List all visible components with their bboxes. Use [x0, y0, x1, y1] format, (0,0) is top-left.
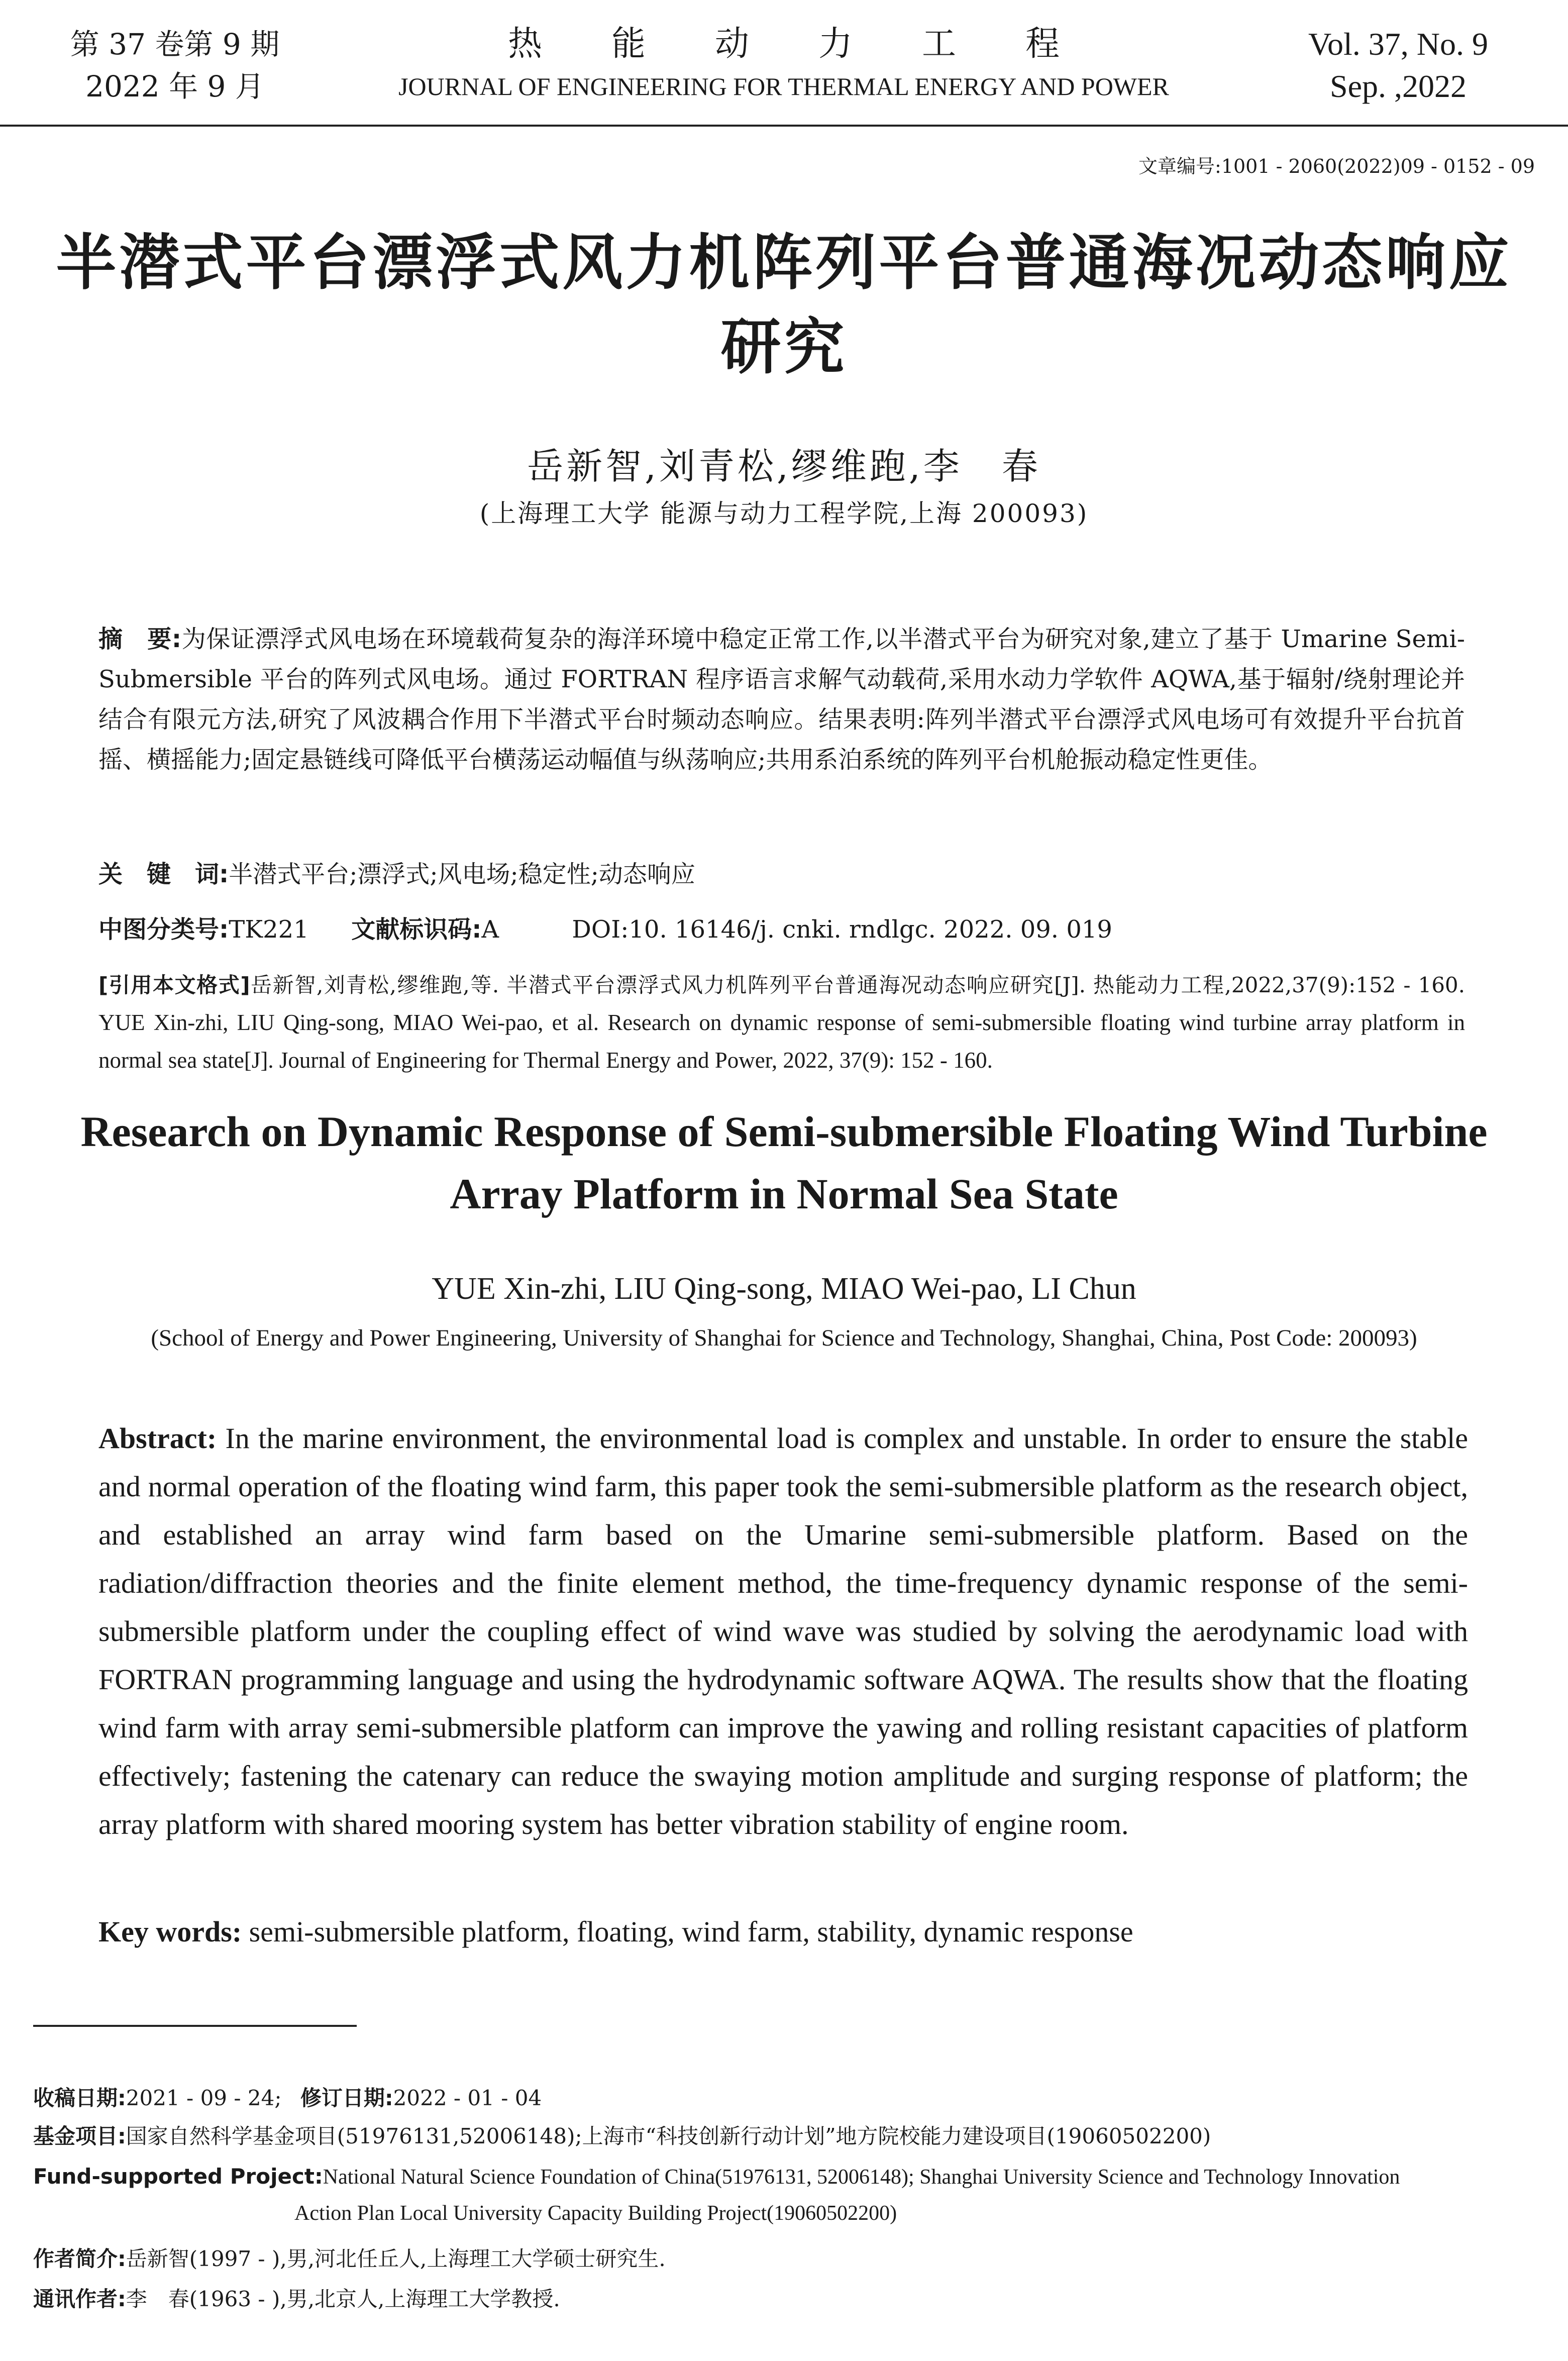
abstract-cn-label: 摘 要: — [98, 625, 182, 653]
corresponding-label: 通讯作者: — [33, 2287, 126, 2311]
clc-value: TK221 — [229, 915, 309, 944]
volume-issue-en: Vol. 37, No. 9 — [1308, 26, 1488, 62]
affiliation-en: (School of Energy and Power Engineering, University of Shanghai for Science and Technology, Shanghai, China, Post Code: 200093) — [151, 1325, 1417, 1351]
keywords-cn-text: 半潜式平台;漂浮式;风电场;稳定性;动态响应 — [229, 860, 695, 888]
classification-row — [98, 909, 1112, 950]
date-en: Sep. ,2022 — [1330, 68, 1467, 104]
header-volume-en — [1288, 23, 1509, 108]
abstract-en-label: Abstract: — [98, 1422, 217, 1455]
date-cn: 2022 年 9 月 — [85, 69, 264, 104]
volume-issue-cn: 第 37 卷第 9 期 — [70, 27, 280, 61]
doc-code-value: A — [481, 915, 499, 944]
keywords-en-text: semi-submersible platform, floating, wind farm, stability, dynamic response — [242, 1915, 1133, 1948]
affiliation-cn: (上海理工大学 能源与动力工程学院,上海 200093) — [479, 499, 1089, 528]
keywords-en-label: Key words: — [98, 1915, 242, 1948]
fund-cn-label: 基金项目: — [33, 2124, 126, 2148]
doi: DOI:10. 16146/j. cnki. rndlgc. 2022. 09. 019 — [572, 915, 1112, 944]
keywords-cn — [98, 854, 1465, 894]
fund-en-label: Fund-supported Project: — [33, 2164, 323, 2189]
author-bio-value: 岳新智(1997 - ),男,河北任丘人,上海理工大学硕士研究生. — [126, 2246, 666, 2271]
fund-cn-value: 国家自然科学基金项目(51976131,52006148);上海市“科技创新行动计划”地方院校能力建设项目(19060502200) — [126, 2124, 1211, 2148]
footnote-author — [33, 2241, 1540, 2277]
header-divider — [0, 125, 1568, 127]
received-label: 收稿日期: — [33, 2086, 126, 2110]
header-volume-cn — [64, 23, 285, 108]
keywords-cn-label: 关 键 词: — [98, 860, 229, 888]
footnote-dates — [33, 2080, 1540, 2116]
revised-label: 修订日期: — [300, 2086, 393, 2110]
revised-value: 2022 - 01 - 04 — [393, 2086, 542, 2110]
journal-name-en: JOURNAL OF ENGINEERING FOR THERMAL ENERGY AND POWER — [398, 72, 1169, 100]
citation-text-cn: 岳新智,刘青松,缪维跑,等. 半潜式平台漂浮式风力机阵列平台普通海况动态响应研究[J]. 热能动力工程,2022,37(9):152 - 160. — [250, 973, 1465, 997]
header-journal — [352, 23, 1216, 108]
keywords-en — [98, 1908, 1468, 1956]
authors-cn: 岳新智,刘青松,缪维跑,李 春 — [527, 445, 1041, 487]
doc-code-label: 文献标识码: — [351, 915, 482, 944]
article-number: 文章编号:1001 - 2060(2022)09 - 0152 - 09 — [1138, 155, 1535, 177]
abstract-cn — [98, 619, 1465, 780]
corresponding-value: 李 春(1963 - ),男,北京人,上海理工大学教授. — [126, 2287, 560, 2311]
abstract-en — [98, 1414, 1468, 1849]
footnote-fund-cn — [33, 2118, 1540, 2154]
abstract-cn-text: 为保证漂浮式风电场在环境载荷复杂的海洋环境中稳定正常工作,以半潜式平台为研究对象,建立了基于 Umarine Semi-Submersible 平台的阵列式风电场。通过 FORTRAN 程序语言求解气动载荷,采用水动力学软件 AQWA,基于辐射/绕射理论并结合有限元方法,研究了风波耦合作用下半潜式平台时频动态响应。结果表明:阵列半潜式平台漂浮式风电场可有效提升平台抗首摇、横摇能力;固定悬链线可降低平台横荡运动幅值与纵荡响应;共用系泊系统的阵列平台机舱振动稳定性更佳。 — [98, 625, 1465, 774]
footnote-fund-en — [33, 2159, 1540, 2231]
footnote-divider — [33, 2025, 357, 2027]
title-cn: 半潜式平台漂浮式风力机阵列平台普通海况动态响应研究 — [56, 228, 1512, 382]
author-bio-label: 作者简介: — [33, 2246, 126, 2271]
citation-text-en: YUE Xin-zhi, LIU Qing-song, MIAO Wei-pao, et al. Research on dynamic response of semi-submersible floating wind turbine array platform in normal sea state[J]. Journal of Engineering for Thermal Energy and Power, 2022, 37(9): 152 - 160. — [98, 1010, 1465, 1073]
abstract-en-text: In the marine environment, the environmental load is complex and unstable. In order to ensure the stable and normal operation of the floating wind farm, this paper took the semi-submersible platform as the research object, and established an array wind farm based on the Umarine semi-submersible platform. Based on the radiation/diffraction theories and the finite element method, the time-frequency dynamic response of the semi-submersible platform under the coupling effect of wind wave was studied by solving the aerodynamic load with FORTRAN programming language and using the hydrodynamic software AQWA. The results show that the floating wind farm with array semi-submersible platform can improve the yawing and rolling resistant capacities of platform effectively; fastening the catenary can reduce the swaying motion amplitude and surging response of platform; the array platform with shared mooring system has better vibration stability of engine room. — [98, 1422, 1468, 1840]
clc-label: 中图分类号: — [98, 915, 229, 944]
footnote-corresponding — [33, 2281, 1540, 2317]
title-en: Research on Dynamic Response of Semi-submersible Floating Wind Turbine Array Platform in Normal Sea State — [80, 1107, 1488, 1218]
fund-en-line1: National Natural Science Foundation of China(51976131, 52006148); Shanghai University Science and Technology Innovation — [323, 2166, 1400, 2189]
citation-block — [98, 967, 1465, 1079]
fund-en-line2: Action Plan Local University Capacity Building Project(19060502200) — [294, 2202, 897, 2225]
citation-label: [引用本文格式] — [98, 973, 250, 997]
authors-en: YUE Xin-zhi, LIU Qing-song, MIAO Wei-pao, LI Chun — [432, 1272, 1136, 1306]
journal-name-cn: 热能动力工程 — [507, 24, 1129, 64]
received-value: 2021 - 09 - 24; — [126, 2086, 282, 2110]
